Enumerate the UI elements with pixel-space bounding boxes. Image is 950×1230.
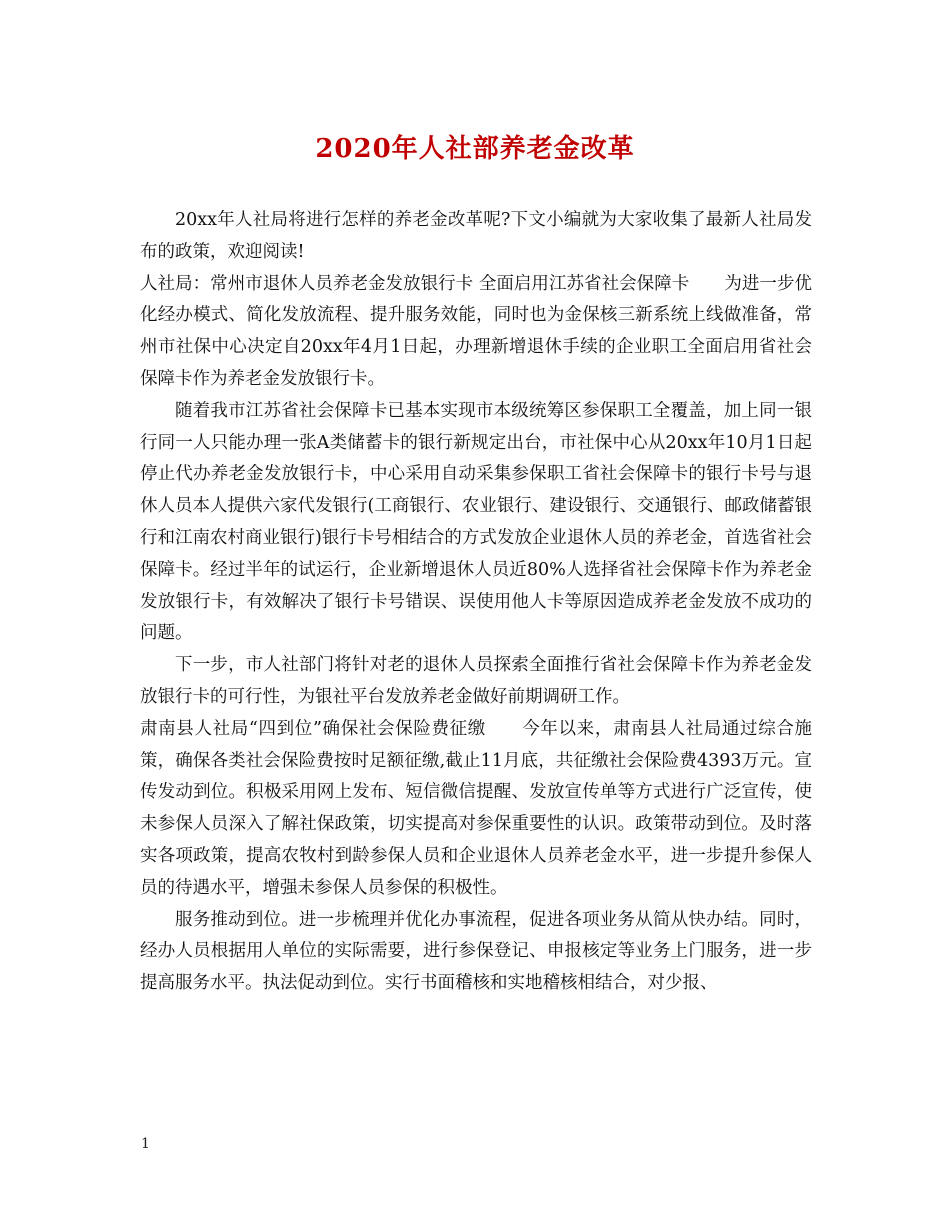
paragraph-sunan: 肃南县人社局“四到位”确保社会保险费征缴 今年以来，肃南县人社局通过综合施策，确保各类社会保险费按时足额征缴,截止11月底，共征缴社会保险费4393万元。宣传发动到位。积极采用网上发布、短信微信提醒、发放宣传单等方式进行广泛宣传，使未参保人员深入了解社保政策，切实提高对参保重要性的认识。政策带动到位。及时落实各项政策，提高农牧村到龄参保人员和企业退休人员养老金水平，进一步提升参保人员的待遇水平，增强未参保人员参保的积极性。 — [140, 718, 812, 898]
paragraph-next-step: 下一步，市人社部门将针对老的退休人员探索全面推行省社会保障卡作为养老金发放银行卡的可行性，为银社平台发放养老金做好前期调研工作。 — [140, 655, 812, 707]
paragraph-service: 服务推动到位。进一步梳理并优化办事流程，促进各项业务从简从快办结。同时，经办人员根据用人单位的实际需要，进行参保登记、申报核定等业务上门服务，进一步提高服务水平。执法促动到位。实行书面稽核和实地稽核相结合，对少报、 — [140, 909, 812, 994]
paragraph-intro: 20xx年人社局将进行怎样的养老金改革呢?下文小编就为大家收集了最新人社局发布的政策，欢迎阅读! — [140, 210, 812, 262]
document-body — [140, 205, 812, 1000]
page-number: 1 — [141, 1136, 150, 1152]
document-title: 2020年人社部养老金改革 — [315, 134, 635, 164]
paragraph-changzhou: 人社局：常州市退休人员养老金发放银行卡 全面启用江苏省社会保障卡 为进一步优化经办模式、简化发放流程、提升服务效能，同时也为金保核三新系统上线做准备，常州市社保中心决定自20xx年4月1日起，办理新增退休手续的企业职工全面启用省社会保障卡作为养老金发放银行卡。 — [140, 273, 812, 389]
paragraph-social-card: 随着我市江苏省社会保障卡已基本实现市本级统筹区参保职工全覆盖，加上同一银行同一人只能办理一张A类储蓄卡的银行新规定出台，市社保中心从20xx年10月1日起停止代办养老金发放银行卡，中心采用自动采集参保职工省社会保障卡的银行卡号与退休人员本人提供六家代发银行(工商银行、农业银行、建设银行、交通银行、邮政储蓄银行和江南农村商业银行)银行卡号相结合的方式发放企业退休人员的养老金，首选省社会保障卡。经过半年的试运行，企业新增退休人员近80%人选择省社会保障卡作为养老金发放银行卡，有效解决了银行卡号错误、误使用他人卡等原因造成养老金发放不成功的问题。 — [140, 400, 812, 644]
